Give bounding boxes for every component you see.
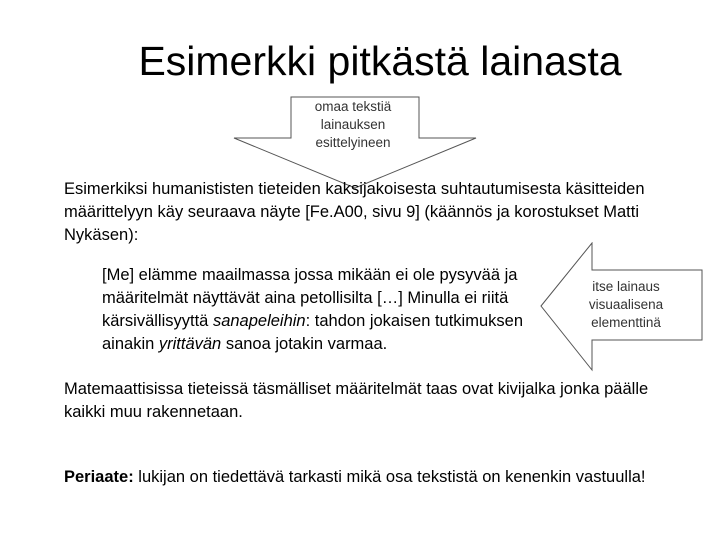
down-arrow-callout-text [294, 98, 412, 152]
principle-text: lukijan on tiedettävä tarkasti mikä osa tekstistä on kenenkin vastuulla! [133, 468, 646, 486]
principle-label: Periaate: [64, 468, 134, 486]
callout-right-line: visuaalisena [588, 297, 664, 312]
callout-right-line: elementtinä [591, 315, 661, 330]
quote-emphasis: sanapeleihin [212, 312, 306, 330]
quote-emphasis: yrittävän [158, 335, 222, 353]
callout-right-line: itse lainaus [592, 279, 660, 294]
callout-top-line: esittelyineen [315, 135, 391, 150]
math-paragraph: Matemaattisissa tieteissä täsmälliset määritelmät taas ovat kivijalka jonka päälle kaikki muu rakennetaan. [64, 380, 649, 421]
quote-text: sanoa jotakin varmaa. [221, 335, 388, 353]
callout-top-line: lainauksen [320, 117, 386, 132]
block-quote [102, 264, 572, 356]
left-arrow-callout-text [576, 278, 676, 332]
callout-top-line: omaa tekstiä [314, 99, 392, 114]
slide-title: Esimerkki pitkästä lainasta [138, 38, 622, 84]
quote-text: [Me] elämme maailmassa jossa mikään ei ole pysyvää ja määritelmät näyttävät aina petollisilta […] Minulla ei riitä kärsivällisyyttä [102, 266, 518, 330]
intro-paragraph: Esimerkiksi humanististen tieteiden kaksijakoisesta suhtautumisesta käsitteiden määrittelyyn käy seuraava näyte [Fe.A00, sivu 9] (käännös ja korostukset Matti Nykäsen): [64, 180, 645, 244]
principle-paragraph [64, 466, 714, 489]
quote-text: : tahdon jokaisen tutkimuksen ainakin [102, 312, 524, 353]
